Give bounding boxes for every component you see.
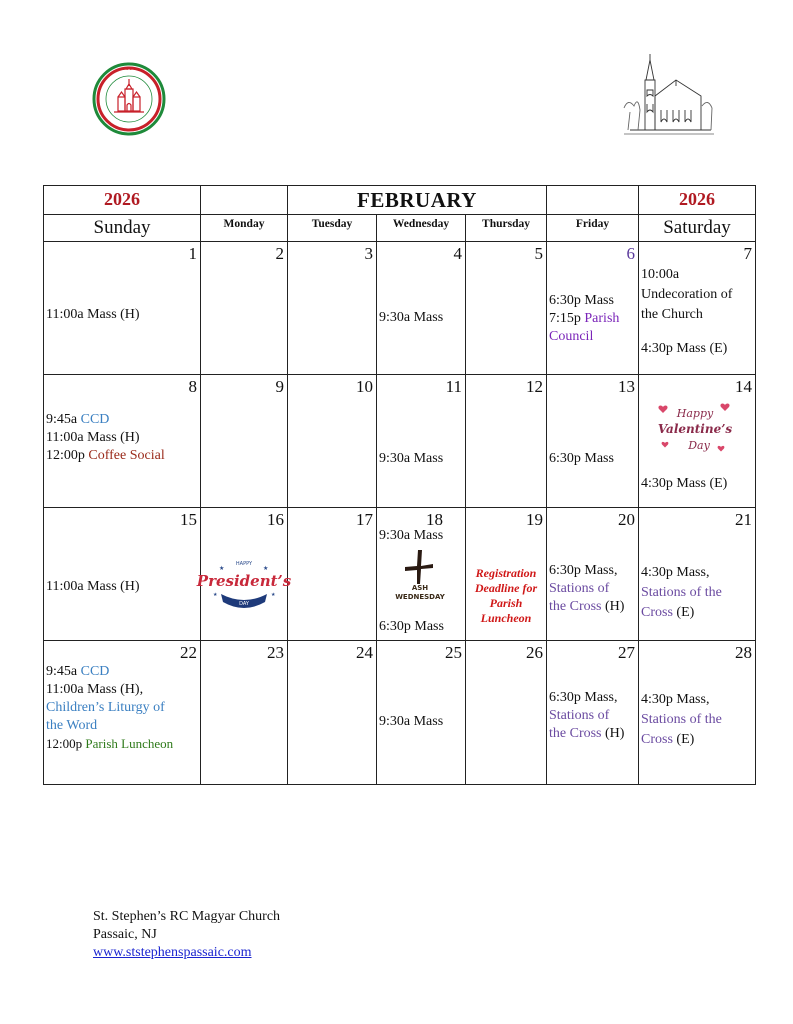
svg-text:HAPPY: HAPPY bbox=[235, 561, 253, 567]
day-cell bbox=[466, 641, 547, 785]
day-cell bbox=[377, 375, 466, 508]
event-mass: 11:00a Mass (H), bbox=[46, 682, 144, 697]
event-mass: 11:00a Mass (H) bbox=[46, 307, 140, 322]
date-number: 28 bbox=[735, 643, 752, 662]
event-stations-cont bbox=[641, 604, 753, 622]
day-cell bbox=[44, 641, 201, 785]
svg-text:President’s: President’s bbox=[196, 572, 292, 590]
month-title: FEBRUARY bbox=[357, 188, 477, 212]
event-mass: 11:00a Mass (H) bbox=[46, 430, 140, 445]
church-sketch-image bbox=[616, 50, 716, 142]
day-cell bbox=[44, 242, 201, 375]
day-cell bbox=[466, 508, 547, 641]
day-cell bbox=[639, 508, 756, 641]
event-title: the Cross bbox=[549, 726, 602, 741]
day-cell bbox=[44, 508, 201, 641]
event-ccd bbox=[46, 411, 198, 429]
date-number: 22 bbox=[180, 643, 197, 662]
date-number: 6 bbox=[626, 244, 635, 263]
event-mass: 9:30a Mass bbox=[379, 451, 444, 466]
event-time: 7:15p bbox=[549, 311, 585, 326]
event-mass: 6:30p Mass, bbox=[549, 563, 618, 578]
date-number: 19 bbox=[526, 510, 543, 529]
event-title: CCD bbox=[80, 412, 110, 427]
svg-text:★: ★ bbox=[219, 566, 225, 572]
event-mass: 4:30p Mass (E) bbox=[641, 476, 728, 491]
date-number: 26 bbox=[526, 643, 543, 662]
day-cell bbox=[201, 242, 288, 375]
weekday-row bbox=[44, 215, 756, 242]
date-number: 14 bbox=[735, 377, 752, 396]
event-stations: Stations of the bbox=[641, 712, 722, 727]
event-time: 9:45a bbox=[46, 664, 81, 679]
event-lang: (E) bbox=[672, 605, 695, 620]
event-mass: 9:30a Mass bbox=[379, 528, 444, 543]
event-title: Coffee Social bbox=[88, 448, 165, 463]
day-cell bbox=[201, 375, 288, 508]
event-mass: 4:30p Mass, bbox=[641, 565, 710, 580]
day-cell bbox=[377, 242, 466, 375]
week-row bbox=[44, 641, 756, 785]
date-number: 1 bbox=[188, 244, 197, 263]
day-cell bbox=[377, 508, 466, 641]
right-year: 2026 bbox=[679, 189, 715, 209]
svg-text:DAY: DAY bbox=[239, 601, 249, 607]
day-cell bbox=[288, 375, 377, 508]
event-lang: (H) bbox=[601, 726, 625, 741]
day-header-sunday: Sunday bbox=[44, 215, 201, 242]
day-cell bbox=[547, 375, 639, 508]
event-title-cont: Council bbox=[549, 329, 594, 344]
event-title: Parish Luncheon bbox=[85, 736, 174, 751]
day-cell bbox=[288, 242, 377, 375]
event-time: 10:00a bbox=[641, 267, 680, 282]
date-number: 21 bbox=[735, 510, 752, 529]
day-cell bbox=[547, 242, 639, 375]
presidents-day-image bbox=[196, 556, 292, 616]
event-childrens-liturgy-cont: the Word bbox=[46, 718, 98, 733]
day-cell bbox=[196, 508, 292, 641]
day-cell bbox=[639, 375, 756, 508]
day-cell bbox=[547, 641, 639, 785]
date-number: 4 bbox=[453, 244, 462, 263]
date-number: 12 bbox=[526, 377, 543, 396]
day-header-friday: Friday bbox=[547, 215, 639, 242]
day-cell bbox=[466, 375, 547, 508]
week-row bbox=[44, 508, 756, 641]
ash-wednesday-image bbox=[389, 548, 451, 600]
day-cell bbox=[44, 375, 201, 508]
event-mass: 4:30p Mass (E) bbox=[641, 341, 728, 356]
svg-text:• • • • • •: • • • • • • bbox=[118, 67, 140, 72]
footer-address bbox=[93, 908, 280, 962]
valentines-day-image bbox=[655, 399, 735, 461]
event-lang: (E) bbox=[672, 732, 695, 747]
date-number: 25 bbox=[445, 643, 462, 662]
day-cell bbox=[639, 641, 756, 785]
date-number: 17 bbox=[356, 510, 373, 529]
date-number: 24 bbox=[356, 643, 373, 662]
calendar-header-row bbox=[44, 186, 756, 215]
date-number: 8 bbox=[188, 377, 197, 396]
date-number: 13 bbox=[618, 377, 635, 396]
date-number: 9 bbox=[275, 377, 284, 396]
event-title: Parish bbox=[584, 311, 620, 326]
svg-text:Day: Day bbox=[688, 439, 710, 452]
svg-text:Happy: Happy bbox=[676, 407, 714, 420]
event-mass: 9:30a Mass bbox=[379, 714, 444, 729]
date-number: 3 bbox=[364, 244, 373, 263]
week-row bbox=[44, 375, 756, 508]
event-mass: 6:30p Mass bbox=[379, 619, 444, 634]
event-stations-cont bbox=[549, 598, 636, 616]
note-line: Luncheon bbox=[480, 611, 532, 625]
svg-text:ASH: ASH bbox=[411, 584, 429, 592]
event-time: 9:45a bbox=[46, 412, 81, 427]
day-cell bbox=[288, 508, 377, 641]
event-ccd bbox=[46, 663, 198, 681]
date-number: 2 bbox=[275, 244, 284, 263]
date-number: 10 bbox=[356, 377, 373, 396]
day-header-wednesday: Wednesday bbox=[377, 215, 466, 242]
event-lang: (H) bbox=[601, 599, 625, 614]
date-number: 20 bbox=[618, 510, 635, 529]
event-mass: 6:30p Mass bbox=[549, 293, 614, 308]
event-stations: Stations of bbox=[549, 708, 610, 723]
footer-city: Passaic, NJ bbox=[93, 927, 157, 942]
day-cell bbox=[466, 242, 547, 375]
date-number: 5 bbox=[534, 244, 543, 263]
day-header-monday: Monday bbox=[201, 215, 288, 242]
day-cell bbox=[201, 641, 288, 785]
parish-seal-logo bbox=[92, 62, 166, 136]
svg-text:Valentine’s: Valentine’s bbox=[657, 422, 733, 436]
registration-deadline-note bbox=[468, 566, 544, 626]
event-parish-luncheon bbox=[46, 735, 198, 753]
event-time: 12:00p bbox=[46, 736, 86, 751]
footer-website-link[interactable]: www.ststephenspassaic.com bbox=[93, 945, 252, 960]
event-mass: 9:30a Mass bbox=[379, 310, 444, 325]
svg-text:★: ★ bbox=[213, 593, 218, 598]
day-cell bbox=[288, 641, 377, 785]
week-row bbox=[44, 242, 756, 375]
event-stations-cont bbox=[641, 731, 753, 749]
svg-text:WEDNESDAY: WEDNESDAY bbox=[395, 593, 445, 601]
date-number: 18 bbox=[426, 510, 443, 529]
date-number: 23 bbox=[267, 643, 284, 662]
day-cell bbox=[639, 242, 756, 375]
note-line: Deadline for bbox=[474, 581, 538, 595]
event-title: Undecoration of bbox=[641, 287, 733, 302]
event-parish-council bbox=[549, 310, 636, 328]
event-stations: Stations of the bbox=[641, 585, 722, 600]
left-year: 2026 bbox=[104, 189, 140, 209]
date-number: 11 bbox=[445, 377, 462, 396]
svg-text:★: ★ bbox=[263, 566, 269, 572]
day-header-saturday: Saturday bbox=[639, 215, 756, 242]
date-number: 7 bbox=[743, 244, 752, 263]
day-header-tuesday: Tuesday bbox=[288, 215, 377, 242]
svg-text:★: ★ bbox=[271, 593, 276, 598]
event-title: Cross bbox=[641, 605, 673, 620]
event-mass: 6:30p Mass bbox=[549, 451, 614, 466]
date-number: 16 bbox=[267, 510, 284, 529]
day-cell bbox=[547, 508, 639, 641]
event-stations-cont bbox=[549, 725, 636, 743]
event-title-cont: the Church bbox=[641, 307, 703, 322]
day-cell bbox=[377, 641, 466, 785]
note-line: Registration bbox=[475, 566, 537, 580]
note-line: Parish bbox=[489, 596, 523, 610]
event-coffee-social bbox=[46, 447, 198, 465]
event-title: CCD bbox=[80, 664, 110, 679]
event-mass: 11:00a Mass (H) bbox=[46, 579, 140, 594]
event-title: the Cross bbox=[549, 599, 602, 614]
date-number: 15 bbox=[180, 510, 197, 529]
day-header-thursday: Thursday bbox=[466, 215, 547, 242]
event-mass: 4:30p Mass, bbox=[641, 692, 710, 707]
event-stations: Stations of bbox=[549, 581, 610, 596]
event-childrens-liturgy: Children’s Liturgy of bbox=[46, 700, 165, 715]
event-time: 12:00p bbox=[46, 448, 89, 463]
date-number: 27 bbox=[618, 643, 635, 662]
event-mass: 6:30p Mass, bbox=[549, 690, 618, 705]
calendar-grid bbox=[43, 185, 756, 785]
footer-church-name: St. Stephen’s RC Magyar Church bbox=[93, 909, 281, 924]
event-title: Cross bbox=[641, 732, 673, 747]
